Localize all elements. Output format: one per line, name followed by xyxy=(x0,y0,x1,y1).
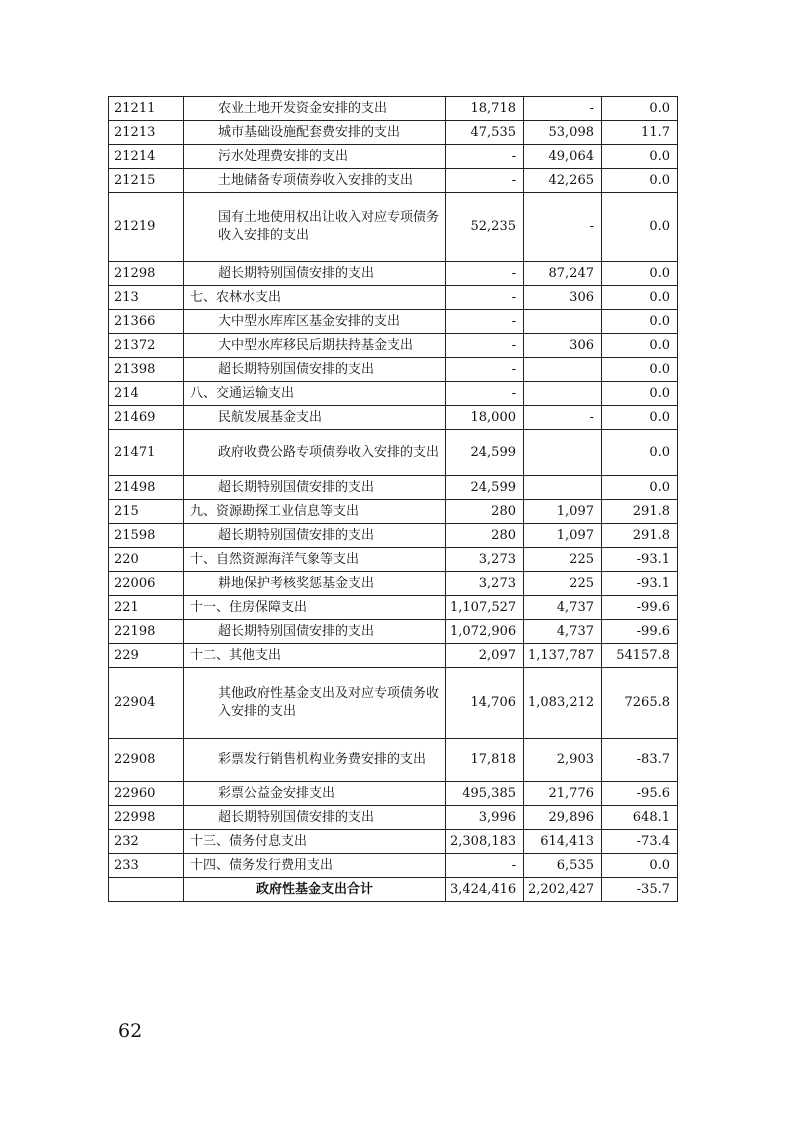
row-value-2 xyxy=(524,430,602,476)
row-value-1: - xyxy=(446,310,524,334)
table-row xyxy=(109,430,678,476)
table-row xyxy=(109,500,678,524)
row-name: 其他政府性基金支出及对应专项债务收入安排的支出 xyxy=(184,668,446,739)
row-value-2: 2,903 xyxy=(524,739,602,782)
row-code: 220 xyxy=(109,548,184,572)
row-code: 22006 xyxy=(109,572,184,596)
row-value-1: 2,097 xyxy=(446,644,524,668)
row-value-1: 3,273 xyxy=(446,572,524,596)
row-value-1: 18,718 xyxy=(446,97,524,121)
row-value-2: 225 xyxy=(524,548,602,572)
row-name: 大中型水库移民后期扶持基金支出 xyxy=(184,334,446,358)
table-row xyxy=(109,121,678,145)
row-value-3: -93.1 xyxy=(602,548,678,572)
table-body xyxy=(109,97,678,878)
row-value-1: - xyxy=(446,145,524,169)
row-name: 污水处理费安排的支出 xyxy=(184,145,446,169)
table-row xyxy=(109,668,678,739)
table-row xyxy=(109,334,678,358)
row-value-1: - xyxy=(446,334,524,358)
row-code: 215 xyxy=(109,500,184,524)
row-value-2: 1,097 xyxy=(524,500,602,524)
row-value-3: 0.0 xyxy=(602,406,678,430)
table-row xyxy=(109,830,678,854)
row-value-2: 4,737 xyxy=(524,620,602,644)
table-row xyxy=(109,596,678,620)
row-code: 214 xyxy=(109,382,184,406)
row-value-2: 21,776 xyxy=(524,782,602,806)
row-code: 21219 xyxy=(109,193,184,262)
row-name: 彩票发行销售机构业务费安排的支出 xyxy=(184,739,446,782)
row-name: 十三、债务付息支出 xyxy=(184,830,446,854)
row-value-3: 0.0 xyxy=(602,334,678,358)
row-code: 21298 xyxy=(109,262,184,286)
row-value-2 xyxy=(524,358,602,382)
row-code: 221 xyxy=(109,596,184,620)
row-value-1: - xyxy=(446,382,524,406)
row-name: 农业土地开发资金安排的支出 xyxy=(184,97,446,121)
row-value-3: 7265.8 xyxy=(602,668,678,739)
row-value-1: - xyxy=(446,854,524,878)
row-code: 21471 xyxy=(109,430,184,476)
total-value-2: 2,202,427 xyxy=(524,878,602,902)
table-row xyxy=(109,620,678,644)
row-value-2: 87,247 xyxy=(524,262,602,286)
row-value-2: 49,064 xyxy=(524,145,602,169)
row-value-2: 306 xyxy=(524,286,602,310)
row-value-3: 0.0 xyxy=(602,286,678,310)
row-value-2: - xyxy=(524,406,602,430)
row-value-3: 54157.8 xyxy=(602,644,678,668)
row-value-1: - xyxy=(446,169,524,193)
row-code: 21366 xyxy=(109,310,184,334)
row-value-3: 0.0 xyxy=(602,476,678,500)
table-row xyxy=(109,854,678,878)
row-value-2 xyxy=(524,382,602,406)
row-name: 超长期特别国债安排的支出 xyxy=(184,620,446,644)
row-value-2: 225 xyxy=(524,572,602,596)
row-value-3: 0.0 xyxy=(602,169,678,193)
row-name: 八、交通运输支出 xyxy=(184,382,446,406)
row-name: 十、自然资源海洋气象等支出 xyxy=(184,548,446,572)
row-code: 22908 xyxy=(109,739,184,782)
table-row xyxy=(109,806,678,830)
table-row xyxy=(109,548,678,572)
row-value-3: -99.6 xyxy=(602,596,678,620)
row-value-1: - xyxy=(446,358,524,382)
row-value-2: 1,137,787 xyxy=(524,644,602,668)
row-value-3: 0.0 xyxy=(602,382,678,406)
row-value-3: -99.6 xyxy=(602,620,678,644)
row-value-1: 280 xyxy=(446,524,524,548)
row-code: 21469 xyxy=(109,406,184,430)
row-value-1: 2,308,183 xyxy=(446,830,524,854)
row-name: 超长期特别国债安排的支出 xyxy=(184,524,446,548)
row-value-2: 42,265 xyxy=(524,169,602,193)
table-row xyxy=(109,524,678,548)
row-name: 超长期特别国债安排的支出 xyxy=(184,358,446,382)
table-row xyxy=(109,145,678,169)
table-row xyxy=(109,382,678,406)
row-value-1: 280 xyxy=(446,500,524,524)
row-value-3: 0.0 xyxy=(602,854,678,878)
row-value-3: 0.0 xyxy=(602,262,678,286)
row-value-3: 0.0 xyxy=(602,358,678,382)
row-code: 233 xyxy=(109,854,184,878)
row-name: 彩票公益金安排支出 xyxy=(184,782,446,806)
total-code-cell xyxy=(109,878,184,902)
row-value-2: 1,083,212 xyxy=(524,668,602,739)
row-code: 22198 xyxy=(109,620,184,644)
row-value-1: 3,273 xyxy=(446,548,524,572)
row-value-3: -73.4 xyxy=(602,830,678,854)
row-value-1: - xyxy=(446,262,524,286)
row-code: 21498 xyxy=(109,476,184,500)
row-name: 政府收费公路专项债券收入安排的支出 xyxy=(184,430,446,476)
row-value-3: -93.1 xyxy=(602,572,678,596)
page-number: 62 xyxy=(118,1020,143,1042)
row-value-3: 0.0 xyxy=(602,310,678,334)
table-row xyxy=(109,358,678,382)
row-value-3: -83.7 xyxy=(602,739,678,782)
row-code: 21214 xyxy=(109,145,184,169)
row-value-1: 18,000 xyxy=(446,406,524,430)
row-value-3: 0.0 xyxy=(602,97,678,121)
row-name: 土地储备专项债券收入安排的支出 xyxy=(184,169,446,193)
row-name: 大中型水库库区基金安排的支出 xyxy=(184,310,446,334)
row-value-1: 24,599 xyxy=(446,476,524,500)
row-value-3: -95.6 xyxy=(602,782,678,806)
total-value-1: 3,424,416 xyxy=(446,878,524,902)
row-value-1: 17,818 xyxy=(446,739,524,782)
row-value-1: 1,072,906 xyxy=(446,620,524,644)
row-value-2: 6,535 xyxy=(524,854,602,878)
row-code: 22998 xyxy=(109,806,184,830)
row-value-2: 4,737 xyxy=(524,596,602,620)
row-code: 21213 xyxy=(109,121,184,145)
row-value-3: 291.8 xyxy=(602,524,678,548)
table-row xyxy=(109,739,678,782)
row-value-1: 14,706 xyxy=(446,668,524,739)
table-row xyxy=(109,262,678,286)
total-value-3: -35.7 xyxy=(602,878,678,902)
row-code: 21215 xyxy=(109,169,184,193)
row-value-1: 47,535 xyxy=(446,121,524,145)
row-name: 耕地保护考核奖惩基金支出 xyxy=(184,572,446,596)
row-value-2 xyxy=(524,310,602,334)
row-name: 民航发展基金支出 xyxy=(184,406,446,430)
total-label: 政府性基金支出合计 xyxy=(184,878,446,902)
row-value-1: - xyxy=(446,286,524,310)
row-name: 超长期特别国债安排的支出 xyxy=(184,476,446,500)
row-name: 九、资源勘探工业信息等支出 xyxy=(184,500,446,524)
row-value-3: 0.0 xyxy=(602,193,678,262)
row-code: 22960 xyxy=(109,782,184,806)
row-value-3: 0.0 xyxy=(602,145,678,169)
row-name: 城市基础设施配套费安排的支出 xyxy=(184,121,446,145)
table-row xyxy=(109,193,678,262)
row-code: 213 xyxy=(109,286,184,310)
row-name: 国有土地使用权出让收入对应专项债务收入安排的支出 xyxy=(184,193,446,262)
row-value-1: 495,385 xyxy=(446,782,524,806)
row-code: 232 xyxy=(109,830,184,854)
row-code: 22904 xyxy=(109,668,184,739)
row-code: 21372 xyxy=(109,334,184,358)
row-value-1: 3,996 xyxy=(446,806,524,830)
row-code: 229 xyxy=(109,644,184,668)
row-name: 十一、住房保障支出 xyxy=(184,596,446,620)
expenditure-table xyxy=(108,96,678,902)
row-value-2: - xyxy=(524,97,602,121)
table-row xyxy=(109,310,678,334)
table-row xyxy=(109,572,678,596)
row-value-3: 11.7 xyxy=(602,121,678,145)
row-value-3: 291.8 xyxy=(602,500,678,524)
row-value-3: 648.1 xyxy=(602,806,678,830)
table-row xyxy=(109,406,678,430)
table-row xyxy=(109,476,678,500)
row-value-2: 53,098 xyxy=(524,121,602,145)
row-value-2: 29,896 xyxy=(524,806,602,830)
row-name: 超长期特别国债安排的支出 xyxy=(184,262,446,286)
row-name: 七、农林水支出 xyxy=(184,286,446,310)
table-row xyxy=(109,169,678,193)
row-value-1: 24,599 xyxy=(446,430,524,476)
row-value-2 xyxy=(524,476,602,500)
row-value-1: 1,107,527 xyxy=(446,596,524,620)
table-row xyxy=(109,782,678,806)
row-name: 超长期特别国债安排的支出 xyxy=(184,806,446,830)
row-code: 21398 xyxy=(109,358,184,382)
row-value-2: - xyxy=(524,193,602,262)
row-value-1: 52,235 xyxy=(446,193,524,262)
row-code: 21211 xyxy=(109,97,184,121)
total-row xyxy=(109,878,678,902)
row-value-2: 614,413 xyxy=(524,830,602,854)
row-code: 21598 xyxy=(109,524,184,548)
row-name: 十四、债务发行费用支出 xyxy=(184,854,446,878)
table-row xyxy=(109,286,678,310)
row-value-2: 1,097 xyxy=(524,524,602,548)
row-value-2: 306 xyxy=(524,334,602,358)
table-row xyxy=(109,97,678,121)
row-name: 十二、其他支出 xyxy=(184,644,446,668)
row-value-3: 0.0 xyxy=(602,430,678,476)
table-row xyxy=(109,644,678,668)
